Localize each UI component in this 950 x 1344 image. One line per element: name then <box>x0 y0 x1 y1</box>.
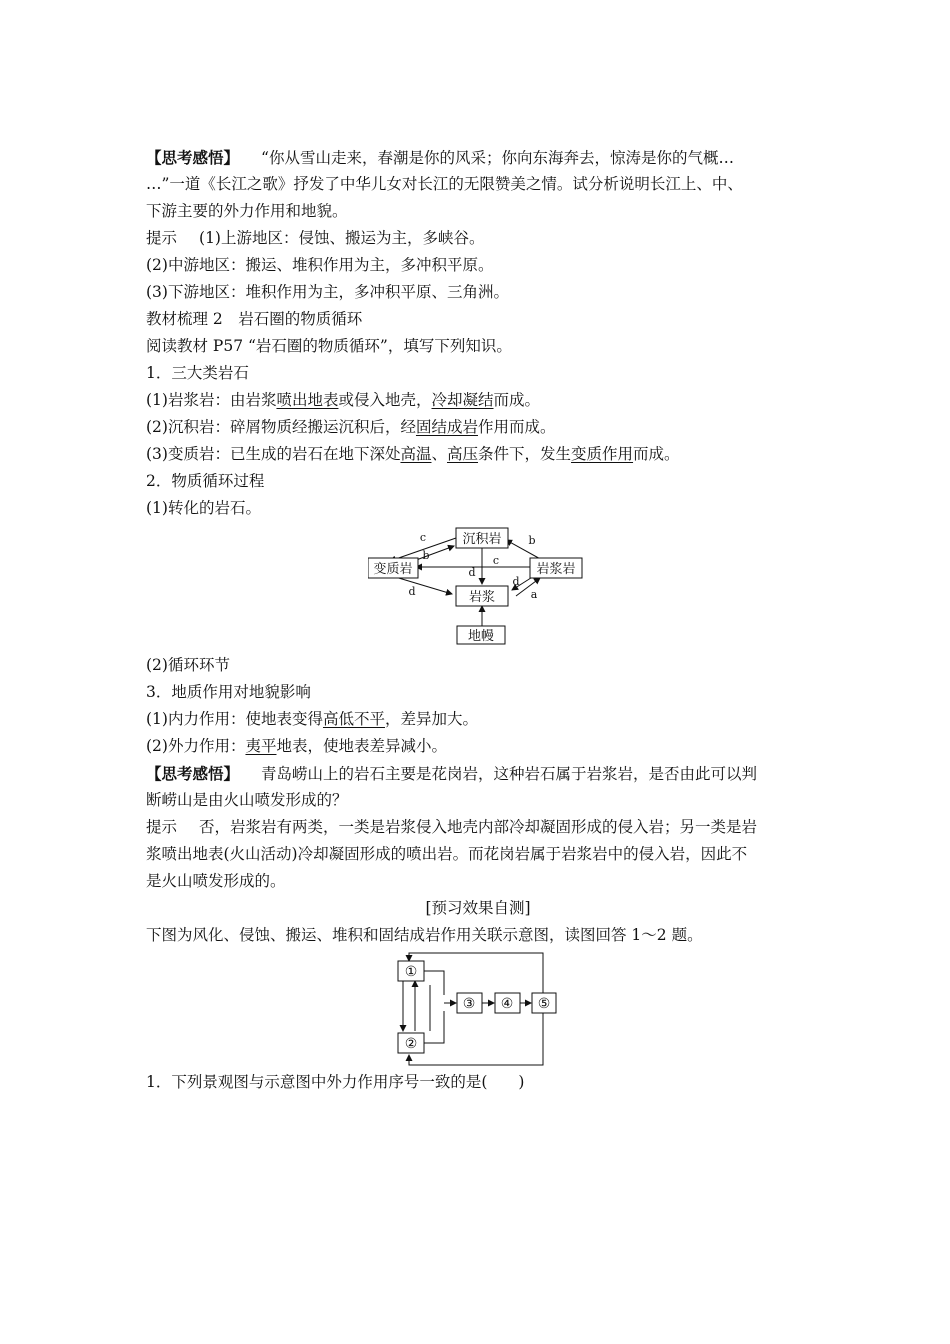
think1-line3: 下游主要的外力作用和地貌。 <box>146 202 348 220</box>
hint2-line1: 提示 否，岩浆岩有两类，一类是岩浆侵入地壳内部冷却凝固形成的侵入岩；另一类是岩 <box>146 818 758 836</box>
hint1-line2: (2)中游地区：搬运、堆积作用为主，多冲积平原。 <box>146 256 494 274</box>
section2-heading-2: 2．物质循环过程 <box>146 472 265 490</box>
section2-intro: 阅读教材 P57 “岩石圈的物质循环”，填写下列知识。 <box>146 337 512 355</box>
answer-blank: 固结成岩 <box>415 418 478 436</box>
rock-cycle-diagram <box>146 522 810 652</box>
igneous-line: (1)岩浆岩：由岩浆喷出地表或侵入地壳，冷却凝结而成。 <box>146 391 541 409</box>
hint2-line2: 浆喷出地表(火山活动)冷却凝固形成的喷出岩。而花岗岩属于岩浆岩中的侵入岩，因此不 <box>146 845 748 863</box>
node-2-label: ② <box>404 1036 418 1052</box>
node-4-label: ④ <box>500 996 514 1012</box>
node-1-label: ① <box>404 964 418 980</box>
answer-blank: 高温 <box>400 445 432 463</box>
external-force-line: (2)外力作用：夷平地表，使地表差异减小。 <box>146 737 447 755</box>
arrow-label-a: a <box>530 588 538 601</box>
answer-blank: 冷却凝结 <box>431 391 494 409</box>
arrow-label-b: b <box>528 534 536 547</box>
think1-line1: 【思考感悟】 “你从雪山走来，春潮是你的风采；你向东海奔去，惊涛是你的气概… <box>146 148 734 167</box>
internal-force-line: (1)内力作用：使地表变得高低不平，差异加大。 <box>146 710 478 728</box>
process-diagram <box>146 949 810 1069</box>
arrow-label-d: d <box>512 575 520 588</box>
selftest-intro: 下图为风化、侵蚀、搬运、堆积和固结成岩作用关联示意图，读图回答 1～2 题。 <box>146 926 703 944</box>
section2-heading-3: 3．地质作用对地貌影响 <box>146 683 311 701</box>
metamorphic-label: 变质岩 <box>373 562 413 577</box>
hint-label: 提示 <box>146 229 178 247</box>
mantle-label: 地幔 <box>467 629 495 644</box>
hint1-line3: (3)下游地区：堆积作用为主，多冲积平原、三角洲。 <box>146 283 509 301</box>
selftest-title: [预习效果自测] <box>425 899 531 917</box>
think-tag: 【思考感悟】 <box>146 148 240 167</box>
think-tag: 【思考感悟】 <box>146 764 240 783</box>
arrow-label-b: b <box>422 549 430 562</box>
section2-heading-2b: (2)循环环节 <box>146 656 230 674</box>
question-1: 1．下列景观图与示意图中外力作用序号一致的是( ) <box>146 1073 525 1091</box>
think2-line1: 【思考感悟】 青岛崂山上的岩石主要是花岗岩，这种岩石属于岩浆岩，是否由此可以判 <box>146 764 758 783</box>
sedimentary-line: (2)沉积岩：碎屑物质经搬运沉积后，经固结成岩作用而成。 <box>146 418 556 436</box>
hint1-line1: 提示 (1)上游地区：侵蚀、搬运为主，多峡谷。 <box>146 229 485 247</box>
hint2-line3: 是火山喷发形成的。 <box>146 872 286 890</box>
arrow-label-c: c <box>419 531 427 544</box>
magma-label: 岩浆 <box>468 590 496 605</box>
section2-title: 教材梳理 2 岩石圈的物质循环 <box>146 310 363 328</box>
hint-label: 提示 <box>146 818 178 836</box>
arrow-label-d: d <box>468 566 476 579</box>
answer-blank: 高低不平 <box>322 710 385 728</box>
answer-blank: 夷平 <box>245 737 277 755</box>
document-page <box>146 144 810 1096</box>
arrow-label-c: c <box>492 554 500 567</box>
section2-heading-1: 1．三大类岩石 <box>146 364 249 382</box>
metamorphic-line: (3)变质岩：已生成的岩石在地下深处高温、高压条件下，发生变质作用而成。 <box>146 445 680 463</box>
answer-blank: 高压 <box>447 445 479 463</box>
node-3-label: ③ <box>462 996 476 1012</box>
think2-line2: 断崂山是由火山喷发形成的？ <box>146 791 348 809</box>
answer-blank: 喷出地表 <box>276 391 339 409</box>
answer-blank: 变质作用 <box>571 445 634 463</box>
section2-heading-2a: (1)转化的岩石。 <box>146 499 261 517</box>
think1-line2: …”一道《长江之歌》抒发了中华儿女对长江的无限赞美之情。试分析说明长江上、中、 <box>146 175 743 193</box>
sedimentary-label: 沉积岩 <box>462 532 502 547</box>
igneous-label: 岩浆岩 <box>536 562 576 577</box>
node-5-label: ⑤ <box>537 996 551 1012</box>
arrow-label-d: d <box>408 585 416 598</box>
